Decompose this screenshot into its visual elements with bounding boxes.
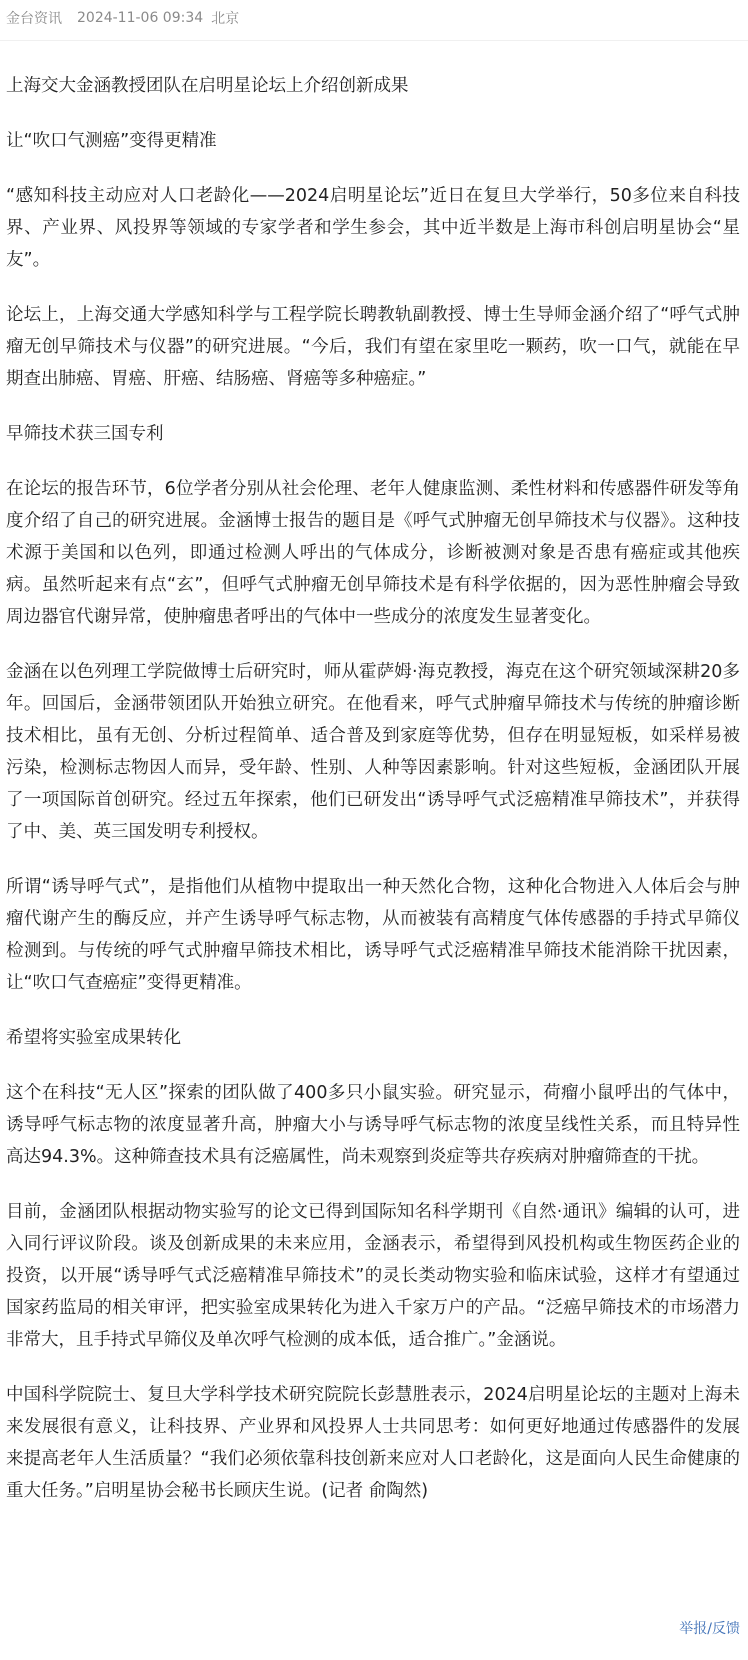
article-subtitle: 让“吹口气测癌”变得更精准 <box>6 131 217 151</box>
section-heading: 早筛技术获三国专利 <box>6 424 164 444</box>
paragraph: 这个在科技“无人区”探索的团队做了400多只小鼠实验。研究显示，荷瘤小鼠呼出的气体中，诱导呼气标志物的浓度显著升高，肿瘤大小与诱导呼气标志物的浓度呈线性关系，而且特异性高达94.3%。这种筛查技术具有泛癌属性，尚未观察到炎症等共存疾病对肿瘤筛查的干扰。 <box>6 1083 740 1167</box>
article-meta <box>6 6 239 30</box>
paragraph: “感知科技主动应对人口老龄化——2024启明星论坛”近日在复旦大学举行，50多位来自科技界、产业界、风投界等领域的专家学者和学生参会，其中近半数是上海市科创启明星协会“星友”。 <box>6 186 740 270</box>
header-divider <box>0 40 748 41</box>
paragraph: 在论坛的报告环节，6位学者分别从社会伦理、老年人健康监测、柔性材料和传感器件研发等角度介绍了自己的研究进展。金涵博士报告的题目是《呼气式肿瘤无创早筛技术与仪器》。这种技术源于美国和以色列，即通过检测人呼出的气体成分，诊断被测对象是否患有癌症或其他疾病。虽然听起来有点“玄”，但呼气式肿瘤无创早筛技术是有科学依据的，因为恶性肿瘤会导致周边器官代谢异常，使肿瘤患者呼出的气体中一些成分的浓度发生显著变化。 <box>6 479 740 627</box>
publish-location: 北京 <box>211 11 240 27</box>
paragraph: 论坛上，上海交通大学感知科学与工程学院长聘教轨副教授、博士生导师金涵介绍了“呼气式肿瘤无创早筛技术与仪器”的研究进展。“今后，我们有望在家里吃一颗药，吹一口气，就能在早期查出肺癌、胃癌、肝癌、结肠癌、肾癌等多种癌症。” <box>6 305 740 389</box>
paragraph: 金涵在以色列理工学院做博士后研究时，师从霍萨姆·海克教授，海克在这个研究领域深耕20多年。回国后，金涵带领团队开始独立研究。在他看来，呼气式肿瘤早筛技术与传统的肿瘤诊断技术相比，虽有无创、分析过程简单、适合普及到家庭等优势，但存在明显短板，如采样易被污染，检测标志物因人而异，受年龄、性别、人种等因素影响。针对这些短板，金涵团队开展了一项国际首创研究。经过五年探索，他们已研发出“诱导呼气式泛癌精准早筛技术”，并获得了中、美、英三国发明专利授权。 <box>6 662 740 842</box>
paragraph: 所谓“诱导呼气式”，是指他们从植物中提取出一种天然化合物，这种化合物进入人体后会与肿瘤代谢产生的酶反应，并产生诱导呼气标志物，从而被装有高精度气体传感器的手持式早筛仪检测到。与传统的呼气式肿瘤早筛技术相比，诱导呼气式泛癌精准早筛技术能消除干扰因素，让“吹口气查癌症”变得更精准。 <box>6 877 740 993</box>
article-title: 上海交大金涵教授团队在启明星论坛上介绍创新成果 <box>6 76 409 96</box>
article-body <box>6 70 740 1530</box>
source-name[interactable]: 金台资讯 <box>6 11 62 27</box>
paragraph: 中国科学院院士、复旦大学科学技术研究院院长彭慧胜表示，2024启明星论坛的主题对上海未来发展很有意义，让科技界、产业界和风投界人士共同思考：如何更好地通过传感器件的发展来提高老年人生活质量？“我们必须依靠科技创新来应对人口老龄化，这是面向人民生命健康的重大任务。”启明星协会秘书长顾庆生说。(记者 俞陶然) <box>6 1385 740 1501</box>
publish-time: 2024-11-06 09:34 <box>77 10 204 26</box>
paragraph: 目前，金涵团队根据动物实验写的论文已得到国际知名科学期刊《自然·通讯》编辑的认可，进入同行评议阶段。谈及创新成果的未来应用，金涵表示，希望得到风投机构或生物医药企业的投资，以开展“诱导呼气式泛癌精准早筛技术”的灵长类动物实验和临床试验，这样才有望通过国家药监局的相关审评，把实验室成果转化为进入千家万户的产品。“泛癌早筛技术的市场潜力非常大，且手持式早筛仪及单次呼气检测的成本低，适合推广。”金涵说。 <box>6 1202 740 1350</box>
report-feedback-link[interactable]: 举报/反馈 <box>679 1621 740 1637</box>
section-heading: 希望将实验室成果转化 <box>6 1028 181 1048</box>
